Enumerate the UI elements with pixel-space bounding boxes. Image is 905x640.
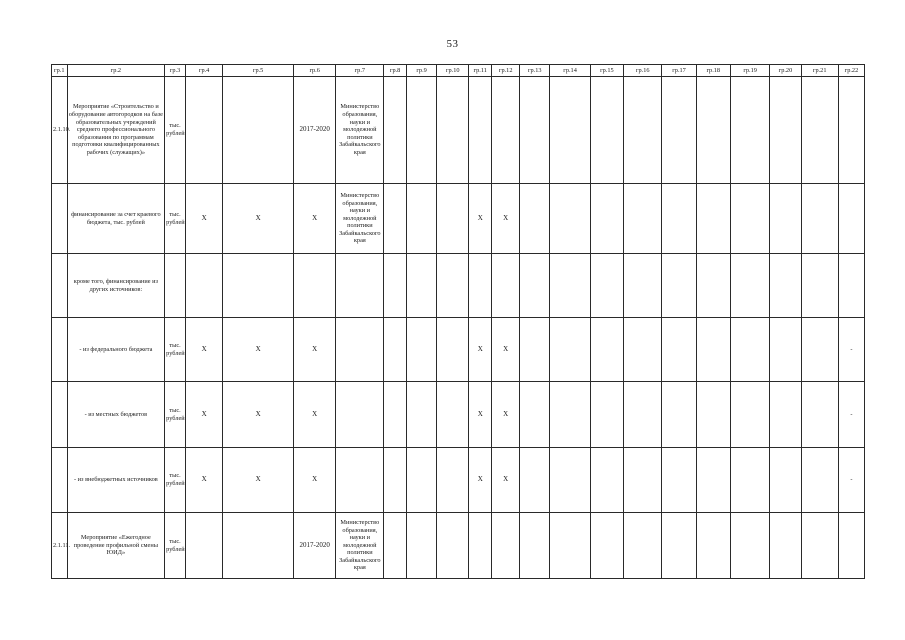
gr11-cell [469,184,492,254]
gr5-cell [223,318,294,382]
col-header: гр.17 [662,65,696,77]
empty-cell [550,184,590,254]
gr22-cell [838,318,864,382]
empty-cell [590,318,623,382]
gr5-cell [223,254,294,318]
empty-cell [624,382,662,448]
gr12-text: X [503,475,509,484]
empty-cell [801,513,838,579]
period-cell [293,184,336,254]
empty-cell [384,513,407,579]
unit-text: тыс. рублей [166,406,185,422]
empty-cell [770,513,801,579]
empty-cell [624,318,662,382]
empty-cell [730,382,769,448]
unit-cell [165,254,186,318]
description-cell [67,448,165,513]
gr5-cell [223,513,294,579]
empty-cell [407,513,437,579]
empty-cell [801,448,838,513]
empty-cell [770,448,801,513]
empty-cell [384,318,407,382]
gr5-text: X [255,344,261,353]
empty-cell [590,184,623,254]
unit-text: тыс. рублей [166,341,185,357]
gr11-cell [469,77,492,184]
empty-cell [590,513,623,579]
empty-cell [407,318,437,382]
gr4-cell [185,184,222,254]
empty-cell [624,513,662,579]
table-row [52,513,865,579]
empty-cell [550,448,590,513]
gr12-cell [492,184,520,254]
empty-cell [696,448,730,513]
period-text: 2017-2020 [299,125,330,134]
period-cell [293,513,336,579]
empty-cell [407,382,437,448]
empty-cell [730,513,769,579]
gr4-text: X [201,213,207,222]
col-header: гр.21 [801,65,838,77]
gr5-cell [223,184,294,254]
empty-cell [384,382,407,448]
gr11-cell [469,513,492,579]
empty-cell [730,448,769,513]
description-cell [67,318,165,382]
row-number-cell [52,254,68,318]
empty-cell [770,254,801,318]
gr11-cell [469,382,492,448]
empty-cell [437,318,469,382]
gr12-text: X [503,409,509,418]
unit-text: тыс. рублей [166,122,185,137]
gr22-text: - [850,476,853,484]
col-header: гр.9 [407,65,437,77]
empty-cell [624,184,662,254]
executor-cell [336,184,384,254]
row-number-cell [52,382,68,448]
empty-cell [662,382,696,448]
gr5-cell [223,77,294,184]
gr11-cell [469,448,492,513]
empty-cell [550,318,590,382]
unit-text: тыс. рублей [166,537,185,553]
empty-cell [730,254,769,318]
table-row [52,77,865,184]
empty-cell [437,254,469,318]
period-cell [293,318,336,382]
gr22-text: - [850,410,853,418]
header-row [52,65,865,77]
period-cell [293,448,336,513]
empty-cell [770,184,801,254]
gr4-text: X [201,475,207,484]
empty-cell [550,513,590,579]
col-header: гр.7 [336,65,384,77]
unit-cell [165,318,186,382]
gr12-cell [492,382,520,448]
gr11-cell [469,318,492,382]
empty-cell [662,513,696,579]
empty-cell [801,77,838,184]
empty-cell [550,77,590,184]
gr12-cell [492,77,520,184]
description-cell [67,184,165,254]
gr4-cell [185,318,222,382]
row-number-text: 2.1.11. [53,541,71,549]
unit-cell [165,513,186,579]
period-text: X [312,475,318,484]
empty-cell [437,513,469,579]
empty-cell [520,513,550,579]
gr12-cell [492,513,520,579]
gr11-text: X [477,409,483,418]
col-header: гр.15 [590,65,623,77]
empty-cell [662,77,696,184]
description-text: кроме того, финансирование из других источников: [73,277,158,293]
gr5-text: X [255,409,261,418]
description-text: - из местных бюджетов [84,410,148,418]
col-header: гр.14 [550,65,590,77]
executor-text: Министерство образования, науки и молодежной политики Забайкальского края [339,518,381,572]
executor-cell [336,382,384,448]
gr5-text: X [255,475,261,484]
empty-cell [590,77,623,184]
gr4-text: X [201,409,207,418]
empty-cell [437,184,469,254]
empty-cell [730,184,769,254]
gr12-cell [492,318,520,382]
period-text: X [312,409,318,418]
empty-cell [520,448,550,513]
empty-cell [801,318,838,382]
empty-cell [437,77,469,184]
page-number: 53 [446,38,459,50]
unit-cell [165,184,186,254]
gr12-cell [492,448,520,513]
gr5-cell [223,448,294,513]
unit-cell [165,448,186,513]
col-header: гр.4 [185,65,222,77]
description-text: Мероприятие «Строительство и оборудование автогородков на базе образовательных учреждений среднего профессионального образования по программам подготовки квалифицированных рабочих (служащих)» [68,103,163,156]
gr4-cell [185,448,222,513]
col-header: гр.6 [293,65,336,77]
empty-cell [407,77,437,184]
empty-cell [384,254,407,318]
empty-cell [662,318,696,382]
executor-cell [336,448,384,513]
col-header: гр.2 [67,65,165,77]
empty-cell [662,448,696,513]
empty-cell [520,184,550,254]
row-number-cell [52,513,71,579]
gr4-cell [185,513,222,579]
empty-cell [520,77,550,184]
period-cell [293,77,336,184]
description-cell [67,254,165,318]
gr22-text: - [850,345,853,353]
empty-cell [624,77,662,184]
gr11-text: X [477,475,483,484]
gr11-cell [469,254,492,318]
table-row [52,184,865,254]
empty-cell [801,382,838,448]
executor-text: Министерство образования, науки и молодежной политики Забайкальского края [339,103,381,156]
empty-cell [407,448,437,513]
col-header: гр.8 [384,65,407,77]
gr5-text: X [255,213,261,222]
gr22-cell [838,184,864,254]
col-header: гр.19 [730,65,769,77]
description-text: финансирование за счет краевого бюджета, тыс. рублей [71,210,161,226]
empty-cell [550,382,590,448]
gr11-text: X [477,213,483,222]
col-header: гр.22 [838,65,864,77]
table-row [52,254,865,318]
empty-cell [407,184,437,254]
col-header: гр.5 [223,65,294,77]
description-text: Мероприятие «Ежегодное проведение профильной смены ЮИД» [73,534,158,557]
gr22-cell [838,513,864,579]
executor-cell [336,254,384,318]
gr5-cell [223,382,294,448]
empty-cell [384,448,407,513]
empty-cell [696,318,730,382]
period-text: X [312,213,318,222]
period-cell [293,254,336,318]
col-header: гр.12 [492,65,520,77]
empty-cell [624,254,662,318]
gr11-text: X [477,344,483,353]
gr4-cell [185,382,222,448]
empty-cell [590,254,623,318]
gr22-cell [838,382,864,448]
gr22-cell [838,254,864,318]
row-number-cell [52,448,68,513]
executor-cell [336,77,384,184]
unit-text: тыс. рублей [166,472,185,487]
unit-cell [165,77,186,184]
executor-text: Министерство образования, науки и молодежной политики Забайкальского края [339,191,381,245]
col-header: гр.10 [437,65,469,77]
gr22-cell [838,77,864,184]
table-row [52,382,865,448]
row-number-text: 2.1.10. [53,126,71,134]
empty-cell [801,254,838,318]
period-text: 2017-2020 [299,540,330,549]
empty-cell [770,382,801,448]
col-header: гр.1 [52,65,68,77]
table-body [52,77,865,579]
empty-cell [770,318,801,382]
empty-cell [696,77,730,184]
col-header: гр.20 [770,65,801,77]
gr4-cell [185,254,222,318]
gr12-text: X [503,344,509,353]
empty-cell [770,77,801,184]
empty-cell [696,513,730,579]
description-text: - из внебюджетных источников [73,476,158,484]
gr12-text: X [503,213,509,222]
description-text: - из федерального бюджета [79,345,153,353]
empty-cell [696,254,730,318]
empty-cell [384,77,407,184]
period-cell [293,382,336,448]
description-cell [67,77,165,184]
row-number-cell [52,318,68,382]
col-header: гр.3 [165,65,186,77]
table-row [52,448,865,513]
empty-cell [520,318,550,382]
empty-cell [437,448,469,513]
empty-cell [730,77,769,184]
empty-cell [801,184,838,254]
gr4-cell [185,77,222,184]
gr22-cell [838,448,864,513]
empty-cell [662,184,696,254]
empty-cell [696,382,730,448]
description-cell [67,513,165,579]
row-number-cell [52,77,71,184]
empty-cell [384,184,407,254]
empty-cell [590,382,623,448]
empty-cell [730,318,769,382]
executor-cell [336,318,384,382]
col-header: гр.18 [696,65,730,77]
period-text: X [312,344,318,353]
empty-cell [662,254,696,318]
gr4-text: X [201,344,207,353]
unit-text: тыс. рублей [166,210,185,226]
col-header: гр.16 [624,65,662,77]
col-header: гр.11 [469,65,492,77]
empty-cell [407,254,437,318]
unit-cell [165,382,186,448]
description-cell [67,382,165,448]
empty-cell [696,184,730,254]
gr12-cell [492,254,520,318]
executor-cell [336,513,384,579]
program-table [51,64,865,579]
empty-cell [437,382,469,448]
empty-cell [520,254,550,318]
row-number-cell [52,184,68,254]
empty-cell [520,382,550,448]
empty-cell [590,448,623,513]
table-row [52,318,865,382]
empty-cell [624,448,662,513]
col-header: гр.13 [520,65,550,77]
empty-cell [550,254,590,318]
